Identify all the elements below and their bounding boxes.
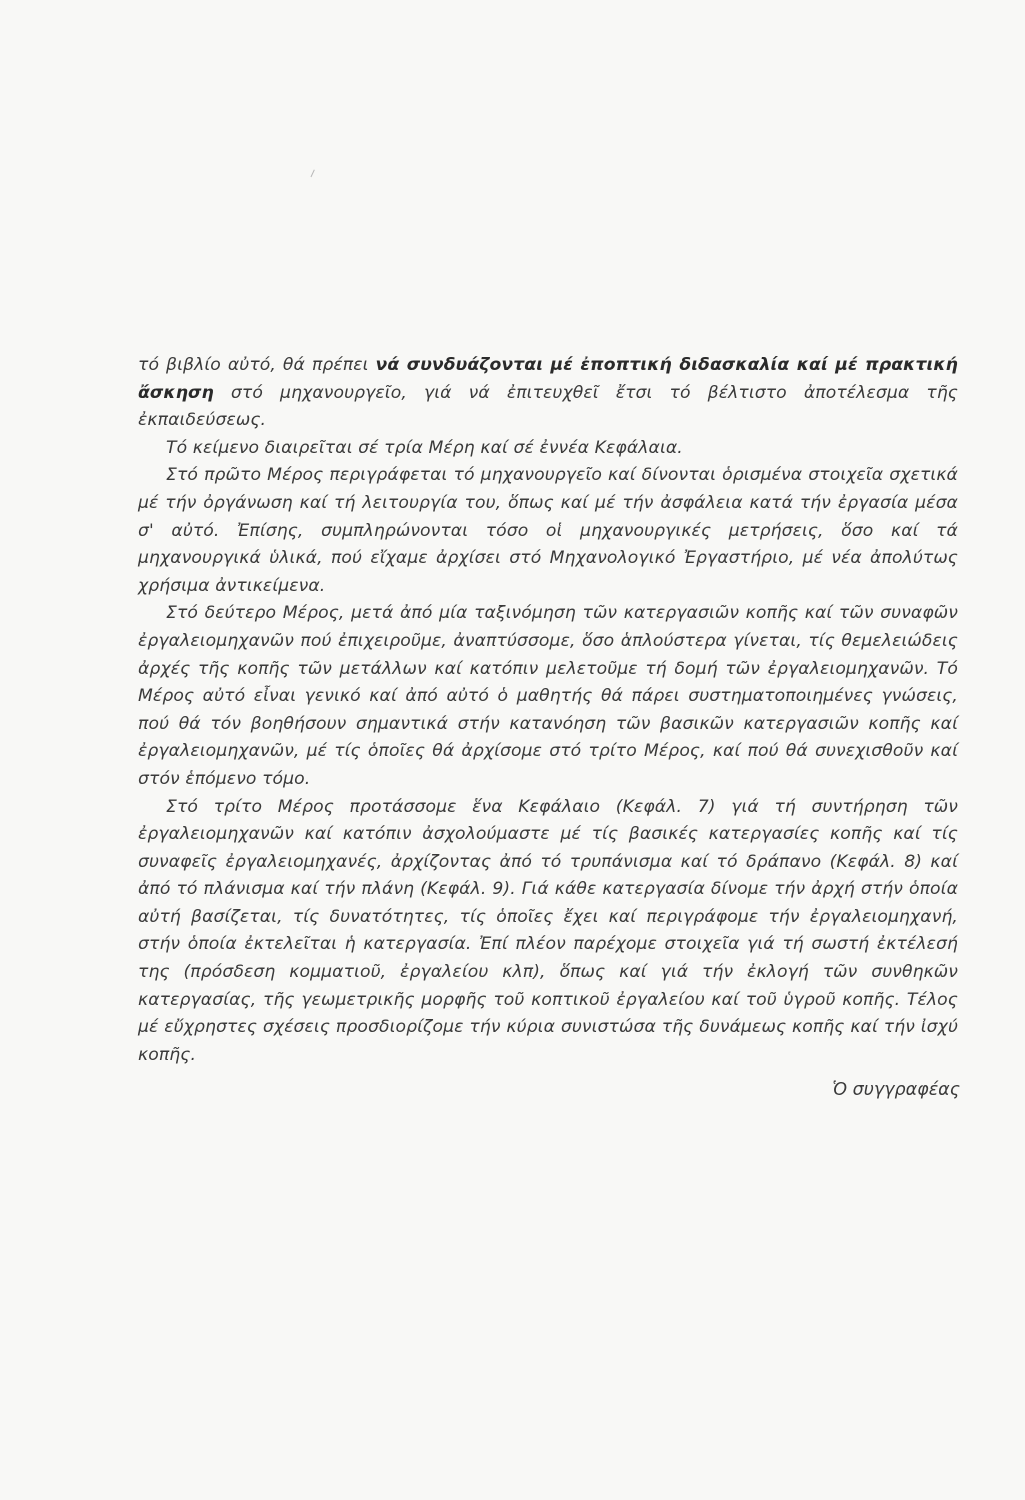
paragraph-1-emphasis: νά συνδυάζονται μέ ἐποπτική διδασκαλία καί μέ πρακτική ἄσκηση: [138, 355, 958, 403]
author-signature: Ὁ συγγραφέας: [832, 1080, 960, 1100]
paragraph-2: Τό κείμενο διαιρεῖται σέ τρία Μέρη καί σέ ἐννέα Κεφάλαια.: [166, 437, 683, 458]
paragraph-4: Στό δεύτερο Μέρος, μετά ἀπό μία ταξινόμηση τῶν κατεργασιῶν κοπῆς καί τῶν συναφῶν ἐργαλειομηχανῶν πού ἐπιχειροῦμε, ἀναπτύσσομε, ὅσο ἁπλούστερα γίνεται, τίς θεμελειώδεις ἀρχές τῆς κοπῆς τῶν μετάλλων καί κατόπιν μελετοῦμε τή δομή τῶν ἐργαλειομηχανῶν. Τό Μέρος αὐτό εἶναι γενικό καί ἀπό αὐτό ὁ μαθητής θά πάρει συστηματοποιημένες γνώσεις, πού θά τόν βοηθήσουν σημαντικά στήν κατανόηση τῶν βασικῶν κατεργασιῶν κοπῆς καί ἐργαλειομηχανῶν, μέ τίς ὁποῖες θά ἀρχίσομε στό τρίτο Μέρος, καί πού θά συνεχισθοῦν καί στόν ἑπόμενο τόμο.: [138, 603, 958, 789]
paragraph-1-end: στό μηχανουργεῖο, γιά νά ἐπιτευχθεῖ ἔτσι τό βέλτιστο ἀποτέλεσμα τῆς ἐκπαιδεύσεως.: [138, 382, 958, 431]
paragraph-1-start: τό βιβλίο αὐτό, θά πρέπει: [138, 355, 376, 375]
scan-speck: [310, 170, 317, 179]
paragraph-5: Στό τρίτο Μέρος προτάσσομε ἕνα Κεφάλαιο (Κεφάλ. 7) γιά τή συντήρηση τῶν ἐργαλειομηχανῶν καί κατόπιν ἀσχολούμαστε μέ τίς βασικές κατεργασίες κοπῆς καί τίς συναφεῖς ἐργαλειομηχανές, ἀρχίζοντας ἀπό τό τρυπάνισμα καί τό δράπανο (Κεφάλ. 8) καί ἀπό τό πλάνισμα καί τήν πλάνη (Κεφάλ. 9). Γιά κάθε κατεργασία δίνομε τήν ἀρχή στήν ὁποία αὐτή βασίζεται, τίς δυνατότητες, τίς ὁποῖες ἔχει καί περιγράφομε τήν ἐργαλειομηχανή, στήν ὁποία ἐκτελεῖται ἡ κατεργασία. Ἐπί πλέον παρέχομε στοιχεῖα γιά τή σωστή ἐκτέλεσή της (πρόσδεση κομματιοῦ, ἐργαλείου κλπ), ὅπως καί γιά τήν ἐκλογή τῶν συνθηκῶν κατεργασίας, τῆς γεωμετρικῆς μορφῆς τοῦ κοπτικοῦ ἐργαλείου καί τοῦ ὑγροῦ κοπῆς. Τέλος μέ εὔχρηστες σχέσεις προσδιορίζομε τήν κύρια συνιστώσα τῆς δυνάμεως κοπῆς καί τήν ἰσχύ κοπῆς.: [138, 796, 958, 1065]
paragraph-1: [138, 352, 958, 435]
preface-text: [138, 352, 958, 1069]
paragraph-3: Στό πρῶτο Μέρος περιγράφεται τό μηχανουργεῖο καί δίνονται ὁρισμένα στοιχεῖα σχετικά μέ τήν ὀργάνωση καί τή λειτουργία του, ὅπως καί μέ τήν ἀσφάλεια κατά τήν ἐργασία μέσα σ' αὐτό. Ἐπίσης, συμπληρώνονται τόσο οἱ μηχανουργικές μετρήσεις, ὅσο καί τά μηχανουργικά ὑλικά, πού εἴχαμε ἀρχίσει στό Μηχανολογικό Ἐργαστήριο, μέ νέα ἀπολύτως χρήσιμα ἀντικείμενα.: [138, 465, 958, 596]
